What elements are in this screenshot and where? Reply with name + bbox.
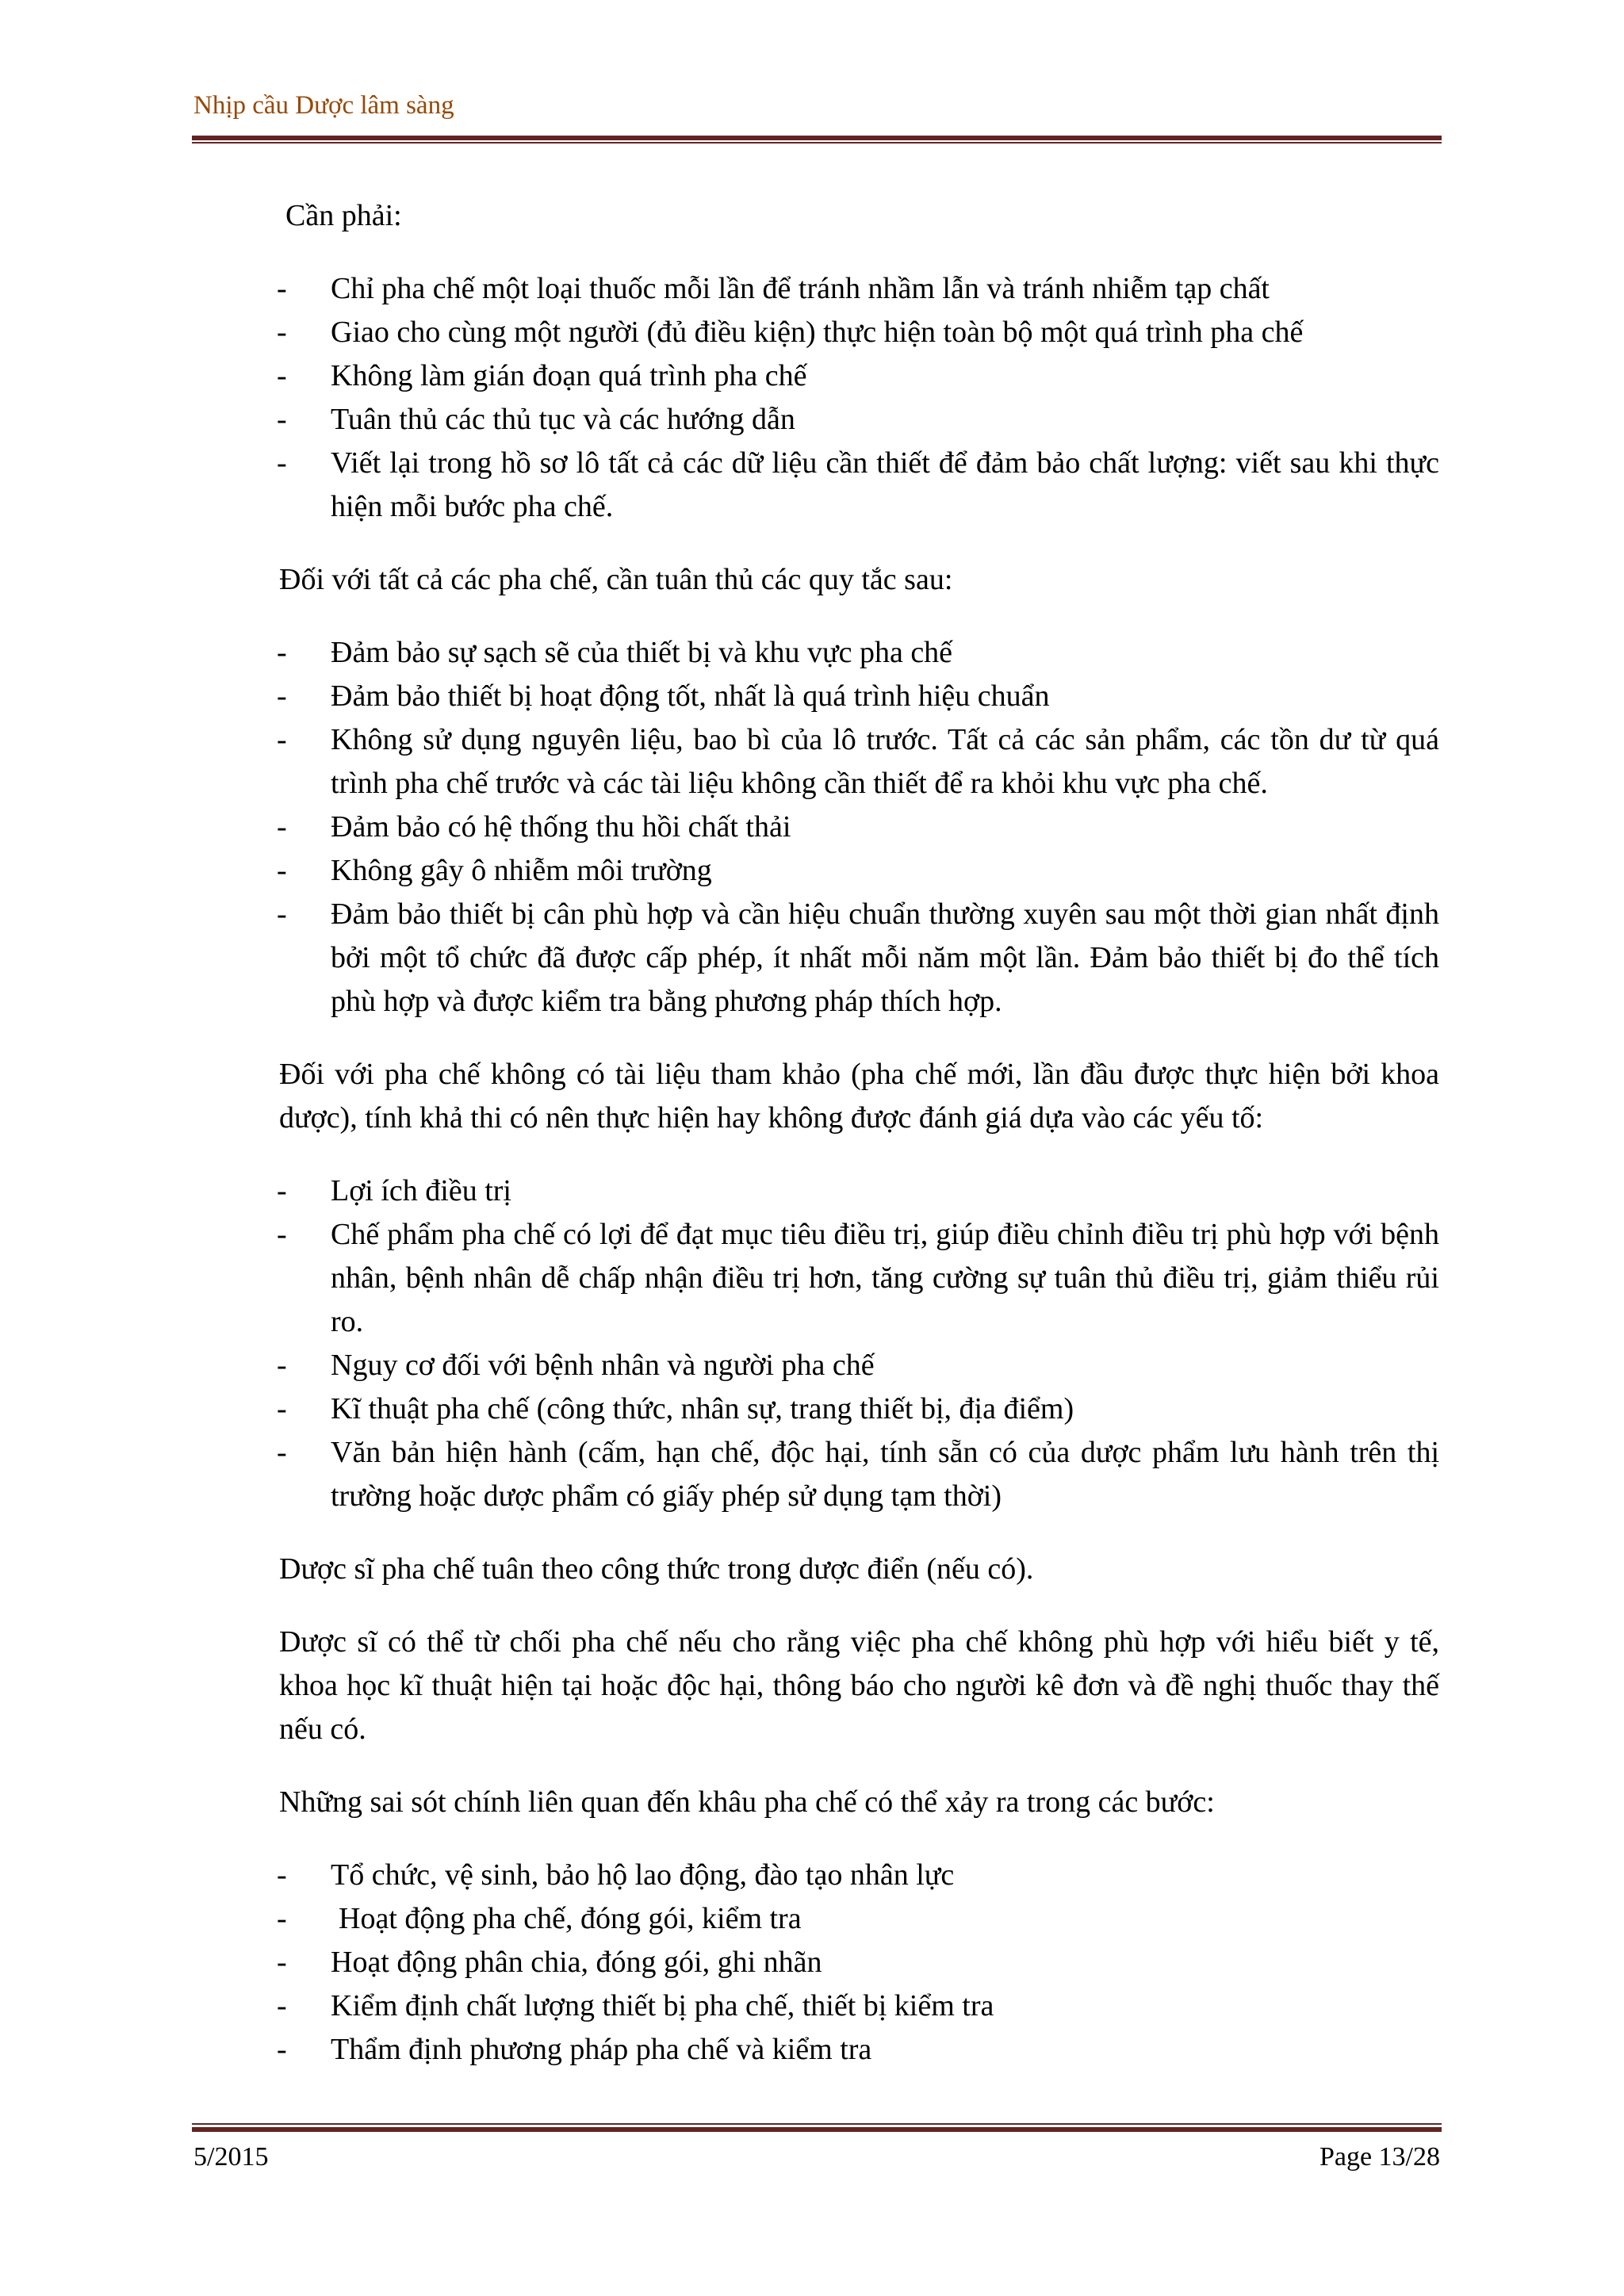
header-rule-thin (192, 142, 1442, 144)
list-item: - Kĩ thuật pha chế (công thức, nhân sự, trang thiết bị, địa điểm) (277, 1392, 1074, 1425)
list-item: - Giao cho cùng một người (đủ điều kiện) thực hiện toàn bộ một quá trình pha chế (277, 316, 1304, 349)
list-item: - Chỉ pha chế một loại thuốc mỗi lần để tránh nhầm lẫn và tránh nhiễm tạp chất (277, 272, 1270, 305)
list-item: - Viết lại trong hồ sơ lô tất cả các dữ liệu cần thiết để đảm bảo chất lượng: viết sau khi thực hiện mỗi bước pha chế. (277, 446, 1439, 523)
list-item: - Đảm bảo thiết bị hoạt động tốt, nhất là quá trình hiệu chuẩn (277, 679, 1050, 713)
list-item: - Đảm bảo thiết bị cân phù hợp và cần hiệu chuẩn thường xuyên sau một thời gian nhất định bởi một tổ chức đã được cấp phép, ít nhất mỗi năm một lần. Đảm bảo thiết bị đo thể tích phù hợp và được kiểm tra bằng phương pháp thích hợp. (277, 897, 1439, 1018)
header-rule-thick (192, 136, 1442, 140)
errors-intro: Những sai sót chính liên quan đến khâu pha chế có thể xảy ra trong các bước: (279, 1785, 1215, 1819)
list-item: - Văn bản hiện hành (cấm, hạn chế, độc hại, tính sẵn có của dược phẩm lưu hành trên thị trường hoặc dược phẩm có giấy phép sử dụng tạm thời) (277, 1436, 1439, 1513)
feasibility-list (279, 1169, 1439, 1518)
list-item: - Nguy cơ đối với bệnh nhân và người pha chế (277, 1349, 875, 1382)
refusal-paragraph: Dược sĩ có thể từ chối pha chế nếu cho rằng việc pha chế không phù hợp với hiểu biết y tế, khoa học kĩ thuật hiện tại hoặc độc hại, thông báo cho người kê đơn và đề nghị thuốc thay thế nếu có. (279, 1625, 1439, 1746)
list-item: - Không sử dụng nguyên liệu, bao bì của lô trước. Tất cả các sản phẩm, các tồn dư từ quá trình pha chế trước và các tài liệu không cần thiết để ra khỏi khu vực pha chế. (277, 723, 1439, 800)
list-item: - Tổ chức, vệ sinh, bảo hộ lao động, đào tạo nhân lực (277, 1858, 955, 1892)
errors-list (279, 1854, 1439, 2072)
list-item: - Kiểm định chất lượng thiết bị pha chế, thiết bị kiểm tra (277, 1989, 994, 2022)
rules-intro: Đối với tất cả các pha chế, cần tuân thủ các quy tắc sau: (279, 563, 953, 596)
rules-list (279, 631, 1439, 1024)
page-body (279, 194, 1439, 2101)
list-item: - Hoạt động phân chia, đóng gói, ghi nhãn (277, 1946, 822, 1979)
list-item: - Chế phẩm pha chế có lợi để đạt mục tiêu điều trị, giúp điều chỉnh điều trị phù hợp với bệnh nhân, bệnh nhân dễ chấp nhận điều trị hơn, tăng cường sự tuân thủ điều trị, giảm thiểu rủi ro. (277, 1218, 1439, 1338)
list-item: - Hoạt động pha chế, đóng gói, kiểm tra (277, 1902, 802, 1935)
header-title: Nhịp cầu Dược lâm sàng (193, 91, 454, 120)
list-item: - Đảm bảo có hệ thống thu hồi chất thải (277, 810, 791, 844)
list-item: - Đảm bảo sự sạch sẽ của thiết bị và khu vực pha chế (277, 636, 953, 669)
requirements-list (279, 267, 1439, 529)
pharmacopoeia-paragraph: Dược sĩ pha chế tuân theo công thức trong dược điển (nếu có). (279, 1552, 1034, 1586)
list-item: - Lợi ích điều trị (277, 1174, 511, 1207)
footer-rule-thick (192, 2127, 1442, 2132)
footer-page-number: Page 13/28 (1319, 2142, 1440, 2172)
list-item: - Không gây ô nhiễm môi trường (277, 854, 712, 887)
footer-rule-thin (192, 2123, 1442, 2125)
list-item: - Không làm gián đoạn quá trình pha chế (277, 359, 807, 392)
footer-date: 5/2015 (193, 2142, 269, 2172)
intro-text: Cần phải: (285, 199, 402, 232)
list-item: - Tuân thủ các thủ tục và các hướng dẫn (277, 403, 795, 436)
list-item: - Thẩm định phương pháp pha chế và kiểm tra (277, 2033, 872, 2066)
feasibility-intro: Đối với pha chế không có tài liệu tham khảo (pha chế mới, lần đầu được thực hiện bởi khoa dược), tính khả thi có nên thực hiện hay không được đánh giá dựa vào các yếu tố: (279, 1058, 1439, 1135)
